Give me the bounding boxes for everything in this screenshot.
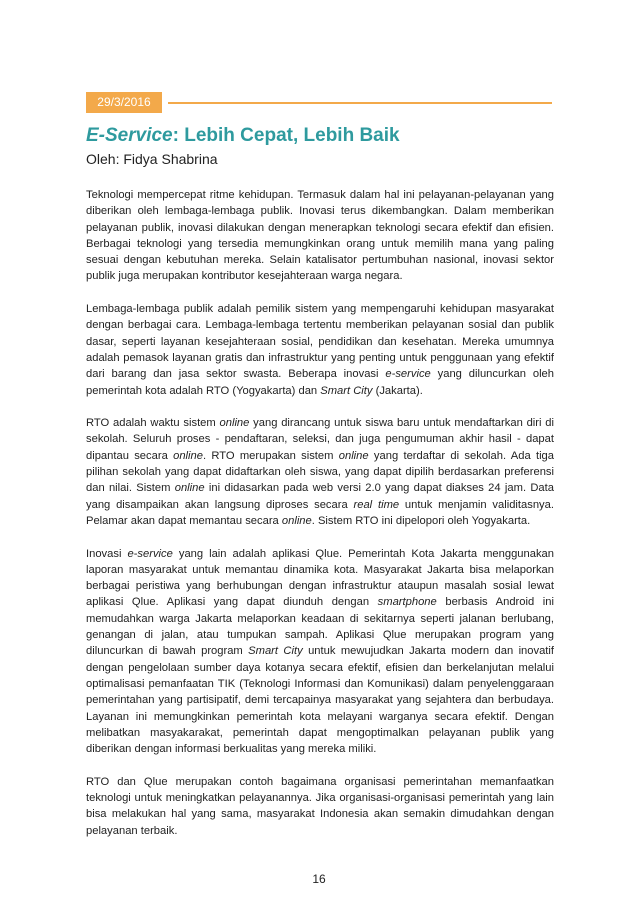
text-run: RTO adalah waktu sistem (86, 417, 220, 430)
italic-text: e-service (127, 547, 173, 560)
text-run: yang diluncurkan oleh pemerintah kota adalah RTO (Yogyakarta) dan (86, 368, 555, 397)
paragraph (86, 187, 554, 285)
date-header (86, 92, 552, 114)
text-run: Lembaga-lembaga publik adalah pemilik sistem yang mempengaruhi kehidupan masyarakat dengan berbagai cara. Lembaga-lembaga tertentu memberikan pelayanan sosial dan publik dasar, seperti layanan kesejahteraan sosial, pendidikan dan kesehatan. Mereka umumnya adalah pemasok layanan gratis dan infrastruktur yang penting untuk penggunaan yang efektif dari barang dan jasa sektor swasta. Beberapa inovasi (86, 303, 554, 381)
text-run: ini didasarkan pada web versi 2.0 yang dapat diakses 24 jam. Data yang disampaikan akan langsung diproses secara (86, 482, 554, 511)
paragraph (86, 301, 554, 399)
italic-text: e-service (385, 368, 431, 381)
text-run: Teknologi mempercepat ritme kehidupan. Termasuk dalam hal ini pelayanan-pelayanan yang diberikan oleh lembaga-lembaga publik. Inovasi terus dikembangkan. Dalam memberikan pelayanan publik, inovasi dilakukan dengan menerapkan teknologi secara efektif dan efisien. Berbagai teknologi yang tersedia memungkinkan orang untuk memilih mana yang paling sesuai dengan kebutuhan mereka. Selain katalisator pertumbuhan nasional, inovasi sektor publik juga merupakan kontributor kesejahteraan warga negara. (86, 189, 554, 283)
article-title (86, 124, 556, 148)
title-rest: : Lebih Cepat, Lebih Baik (172, 125, 400, 146)
italic-text: smartphone (377, 596, 437, 609)
text-run: . Sistem RTO ini dipelopori oleh Yogyakarta. (311, 514, 531, 527)
italic-text: online (174, 482, 205, 495)
text-run: yang lain adalah aplikasi Qlue. Pemerintah Kota Jakarta menggunakan laporan masyarakat untuk memantau dinamika kota. Masyarakat Jakarta bisa melaporkan berbagai peristiwa yang berhubungan dengan infrastruktur ataupun masalah sosial lewat aplikasi Qlue. Aplikasi yang dapat diunduh dengan (86, 547, 554, 609)
text-run: yang dirancang untuk siswa baru untuk mendaftarkan diri di sekolah. Seluruh proses - pendaftaran, seleksi, dan juga pengumuman akhir hasil - dapat dipantau secara (86, 417, 554, 462)
italic-text: Smart City (248, 645, 303, 658)
text-run: berbasis Android ini memudahkan warga Jakarta melaporkan keadaan di sekitarnya seperti jalanan berlubang, genangan di jalan, atau tumpukan sampah. Aplikasi Qlue merupakan program yang diluncurkan di bawah program (86, 596, 554, 658)
paragraph (86, 546, 554, 758)
article-body (86, 187, 554, 855)
page-number: 16 (312, 872, 326, 886)
date-divider-line (168, 102, 552, 104)
italic-text: real time (353, 498, 400, 511)
text-run: untuk mewujudkan Jakarta modern dan inovatif dengan pengelolaan sumber daya kotanya secara efektif, efisien dan berkelanjutan melalui optimalisasi pemanfaatan TIK (Teknologi Informasi dan Komunikasi) dalam penyelenggaraan pemerintahan yang partisipatif, demi tercapainya masyarakat yang sejahtera dan berbudaya. Layanan ini memungkinkan pemerintah kota melayani warganya secara efektif. Dengan melibatkan masyakarakat, pemerintah dapat mengoptimalkan pelayanan publik yang diberikan dengan informasi berkualitas yang mereka miliki. (86, 645, 555, 756)
text-run: yang terdaftar di sekolah. Ada tiga pilihan sekolah yang dapat didaftarkan oleh siswa, yang dapat dipilih berdasarkan preferensi dan nilai. Sistem (86, 449, 554, 495)
text-run: RTO dan Qlue merupakan contoh bagaimana organisasi pemerintahan memanfaatkan teknologi untuk meningkatkan pelayanannya. Jika organisasi-organisasi pemerintah yang lain bisa melakukan hal yang sama, masyarakat Indonesia akan semakin dimudahkan dengan pelayanan terbaik. (86, 775, 554, 837)
paragraph (86, 774, 554, 839)
italic-text: online (281, 514, 312, 527)
text-run: untuk menjamin validitasnya. Pelamar akan dapat memantau secara (86, 498, 554, 527)
italic-text: online (338, 449, 369, 462)
text-run: Inovasi (86, 547, 128, 560)
text-run: (Jakarta). (372, 384, 423, 397)
italic-text: Smart City (320, 384, 373, 397)
italic-text: online (173, 449, 203, 462)
title-italic-part: E-Service (86, 125, 173, 146)
date-badge: 29/3/2016 (86, 92, 162, 113)
text-run: . RTO merupakan sistem (202, 449, 339, 462)
article-author: Oleh: Fidya Shabrina (86, 151, 218, 167)
paragraph (86, 415, 554, 529)
italic-text: online (219, 417, 250, 430)
